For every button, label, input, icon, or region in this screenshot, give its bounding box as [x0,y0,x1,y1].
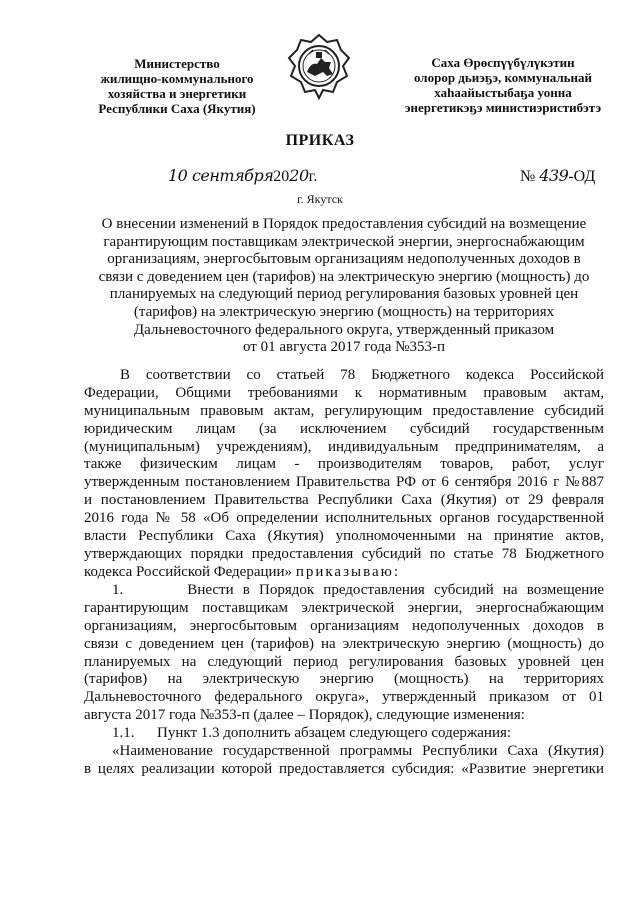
subject-line: связи с доведением цен (тарифов) на электрическую энергию (мощность) до [98,268,590,285]
body-line: в целях реализации которой предоставляется субсидия: «Развитие энергетики [84,760,604,777]
header-right-line: олорор дьиэҕэ, коммунальнай [413,70,593,85]
body-line: муниципальным правовым актам, регулирующим предоставление субсидий [84,402,604,419]
body-line: (муниципальным) учреждениям), индивидуальным предпринимателям, а [84,438,604,455]
subject-line: организациям, энергосбытовым организациям недополученных доходов в [107,251,581,268]
body-line: власти Республики Саха (Якутия) уполномоченными на принятие актов, [84,528,604,545]
body-line: В соответствии со статьей 78 Бюджетного кодекса Российской [120,367,604,383]
subject-line: Дальневосточного федерального округа, утвержденный приказом [133,321,555,338]
header-left-line: жилищно-коммунального [100,71,254,86]
body-line: связи с доведением цен (тарифов) на электрическую энергию (мощность) до [84,635,604,652]
item-1 [84,582,604,779]
number-sign: № [520,168,536,185]
subject-line: от 01 августа 2017 года №353-п [242,339,446,356]
subject-line: планируемых на следующий период регулирования базовых уровней цен [109,286,579,303]
body-line: августа 2017 года №353-п (далее – Порядок), следующие изменения: [84,707,525,724]
subject-line: гарантирующим поставщикам электрической энергии, энергоснабжающим [103,233,585,250]
body-line: утвержденным постановлением Правительства РФ от 6 сентября 2016 г №887 [84,474,604,491]
handwritten-year: 20 [289,166,309,185]
body-line: планируемых на следующий период регулирования базовых уровней цен [84,653,604,670]
body-line: гарантирующим поставщикам электрической энергии, энергоснабжающим [84,599,604,616]
preamble-paragraph [84,367,604,582]
header-left-line: Республики Саха (Якутия) [98,101,256,116]
preamble-last-text: кодекса Российской Федерации» [84,563,293,580]
item-1-1: 1.1. Пункт 1.3 дополнить абзацем следующего содержания: [112,725,512,742]
body-line: юридическим лицам (за исключением субсидий государственным [84,420,604,437]
body-line: также физическим лицам - производителям товаров, работ, услуг [84,456,604,473]
body-line [84,564,604,582]
document-title: ПРИКАЗ [285,132,355,149]
ministry-name-yakut [378,55,628,115]
body-line: 1. Внести в Порядок предоставления субсидий на возмещение [112,582,604,598]
body-line: Федерации, Общими требованиями к нормативным правовым актам, [84,384,604,401]
order-subject [84,216,604,357]
body-line: утверждающих порядки предоставления субсидий по статье 78 Бюджетного [84,545,604,562]
order-date [168,166,317,186]
header-left-line: хозяйства и энергетики [107,86,247,101]
order-word: приказываю: [295,563,401,580]
subject-line: О внесении изменений в Порядок предоставления субсидий на возмещение [101,216,587,232]
number-suffix: -ОД [568,168,596,185]
header-left-line: Министерство [134,56,220,71]
body-line: 2016 года № 58 «Об определении исполнительных органов государственной [84,510,604,527]
body-line: Дальневосточного федерального округа», утвержденный приказом от 01 [84,689,604,706]
body-line: и постановлением Правительства Республики Саха (Якутия) от 29 февраля [84,492,604,509]
ministry-name-russian [72,56,282,116]
city-name: г. Якутск [297,192,343,206]
year-suffix: г. [308,168,318,185]
header-right-line: хаһаайыстыбаҕа уонна [434,85,572,100]
body-line: организациям, энергосбытовым организациям недополученных доходов в [84,617,604,634]
body-line: «Наименование государственной программы Республики Саха (Якутия) [112,743,604,760]
handwritten-date: 10 сентября [168,166,274,185]
year-prefix: 20 [273,168,290,185]
subject-line: (тарифов) на электрическую энергию (мощность) на территориях [133,303,555,320]
handwritten-number: 439 [539,166,569,185]
body-line: (тарифов) на электрическую энергию (мощность) на территориях [84,671,604,688]
order-number [520,166,595,186]
header-right-line: Саха Өрөспүүбүлүкэтин [431,55,575,70]
coat-of-arms-icon [287,32,351,102]
header-right-line: энергетикэҕэ министиэристибэтэ [404,100,602,115]
